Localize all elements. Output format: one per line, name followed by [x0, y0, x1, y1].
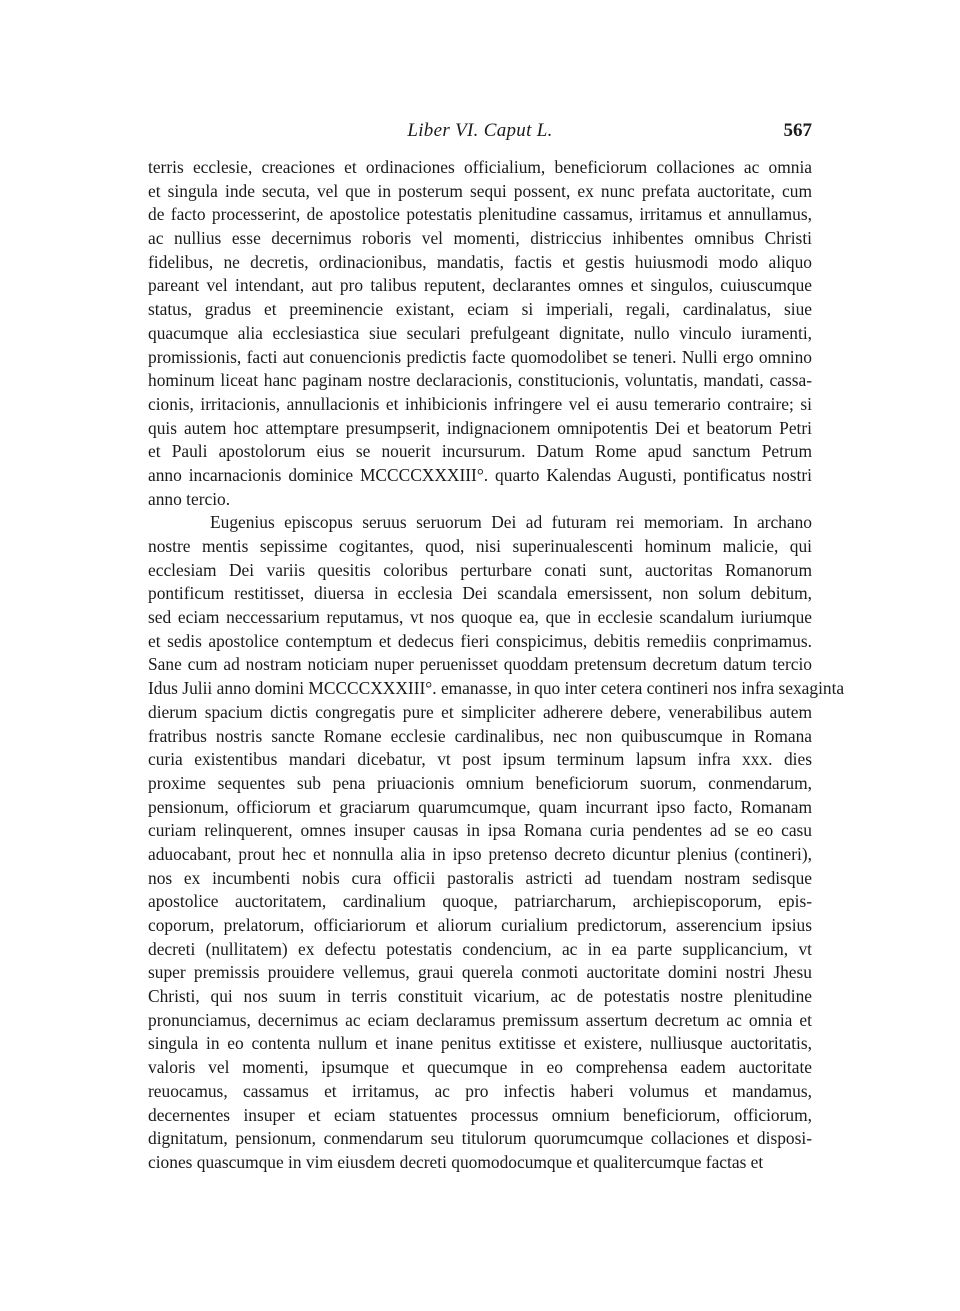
page-number: 567: [783, 120, 812, 141]
running-title: Liber VI. Caput L.: [407, 120, 553, 141]
text-line: nos ex incumbenti nobis cura officii pastoralis astricti ad tuendam nostram sedisque: [148, 867, 812, 888]
text-line: et Pauli apostolorum eius se nouerit incursurum. Datum Rome apud sanctum Petrum: [148, 441, 812, 462]
text-line: pronunciamus, decernimus ac eciam declaramus premissum assertum decretum ac omnia et: [148, 1009, 812, 1030]
text-line: decernentes insuper et eciam statuentes processus omnium beneficiorum, officiorum,: [148, 1104, 812, 1125]
text-line: singula in eo contenta nullum et inane penitus extitisse et existere, nulliusque auctoritatis,: [148, 1033, 812, 1054]
paragraph: [148, 511, 845, 1174]
text-line: decreti (nullitatem) ex defectu potestatis condencium, ac in ea parte supplicancium, vt: [148, 938, 812, 959]
text-line: cionis, irritacionis, annullacionis et inhibicionis infringere vel ei ausu temerario contraire; si: [148, 393, 812, 414]
text-line: proxime sequentes sub pena priuacionis omnium beneficiorum suorum, conmendarum,: [148, 772, 812, 793]
text-line: ac nullius esse decernimus roboris vel momenti, districcius inhibentes omnibus Christi: [148, 228, 812, 249]
text-line: fidelibus, ne decretis, ordinacionibus, mandatis, factis et gestis huiusmodi modo aliquo: [148, 251, 812, 272]
text-line: pontificum restitisset, diuersa in ecclesia Dei scandala emersissent, non solum debitum,: [148, 583, 812, 604]
paragraph: [148, 156, 812, 511]
text-line: apostolice auctoritatem, cardinalium quoque, patriarcharum, archiepiscoporum, epis-: [148, 891, 812, 912]
running-header: [148, 118, 812, 144]
text-line: reuocamus, cassamus et irritamus, ac pro infectis haberi volumus et mandamus,: [148, 1080, 812, 1101]
text-line: terris ecclesie, creaciones et ordinaciones officialium, beneficiorum collaciones ac omnia: [148, 157, 812, 177]
text-line: sed eciam neccessarium reputamus, vt nos quoque ea, que in ecclesie scandalum iuriumque: [148, 607, 812, 628]
text-line: quis autem hoc attemptare presumpserit, indignacionem omnipotentis Dei et beatorum Petri: [148, 417, 812, 438]
text-line: ciones quascumque in vim eiusdem decreti quomodocumque et qualitercumque factas et: [148, 1151, 764, 1172]
text-line: pareant vel intendant, aut pro talibus reputent, declarantes omnes et singulos, cuiuscumque: [148, 275, 812, 296]
body-text: [148, 156, 845, 1175]
text-line: Christi, qui nos suum in terris constituit vicarium, ac de potestatis nostre plenitudine: [148, 986, 812, 1007]
text-line: dierum spacium dictis congregatis pure et simpliciter adherere debere, venerabilibus autem: [148, 701, 812, 722]
text-line: status, gradus et preeminencie existant, eciam si imperiali, regali, cardinalatus, siue: [148, 299, 812, 320]
text-line: Idus Julii anno domini MCCCCXXXIII°. emanasse, in quo inter cetera contineri nos infra sexaginta: [148, 678, 845, 699]
text-line: aduocabant, prout hec et nonnulla alia in ipso pretenso decreto dicuntur plenius (contineri),: [148, 843, 812, 864]
text-line: et sedis apostolice contemptum et dedecus fieri conspicimus, debitis remediis conprimamus.: [148, 630, 812, 651]
text-line: Sane cum ad nostram noticiam nuper peruenisset quoddam pretensum decretum datum tercio: [148, 654, 812, 675]
text-line: pensionum, officiorum et graciarum quarumcumque, quam incurrant ipso facto, Romanam: [148, 796, 812, 817]
text-line: curia existentibus mandari dicebatur, vt post ipsum terminum lapsum infra xxx. dies: [148, 749, 812, 770]
text-line: dignitatum, pensionum, conmendarum seu titulorum quorumcumque collaciones et disposi-: [148, 1128, 812, 1149]
text-line: promissionis, facti aut conuencionis predictis facte quomodolibet se teneri. Nulli ergo omnino: [148, 346, 812, 367]
text-line: Eugenius episcopus seruus seruorum Dei ad futuram rei memoriam. In archano: [210, 512, 812, 533]
text-line: et singula inde secuta, vel que in posterum sequi possent, ex nunc prefata auctoritate, cum: [148, 180, 812, 201]
text-line: coporum, prelatorum, officiariorum et aliorum curialium predictorum, asserencium ipsius: [148, 915, 812, 935]
text-line: fratribus nostris sancte Romane ecclesie cardinalibus, nec non quibuscumque in Romana: [148, 725, 812, 746]
text-line: quacumque alia ecclesiastica siue seculari prefulgeant dignitate, nullo vinculo iuramenti,: [148, 322, 812, 343]
text-line: super premissis prouidere vellemus, graui querela conmoti auctoritate domini nostri Jhesu: [148, 962, 812, 983]
text-line: hominum liceat hanc paginam nostre declaracionis, constitucionis, voluntatis, mandati, cassa-: [148, 370, 812, 391]
text-line: valoris vel momenti, ipsumque et quecumque in eo comprehensa eadem auctoritate: [148, 1057, 812, 1078]
text-line: anno incarnacionis dominice MCCCCXXXIII°. quarto Kalendas Augusti, pontificatus nostri: [148, 464, 812, 485]
text-line: curiam relinquerent, omnes insuper causas in ipsa Romana curia pendentes ad se eo casu: [148, 820, 812, 841]
text-line: ecclesiam Dei variis quesitis coloribus perturbare conati sunt, auctoritas Romanorum: [148, 559, 812, 580]
text-line: anno tercio.: [148, 488, 231, 509]
text-line: de facto processerint, de apostolice potestatis plenitudine cassamus, irritamus et annullamus,: [148, 204, 812, 225]
text-line: nostre mentis sepissime cogitantes, quod, nisi superinualescenti hominum malicie, qui: [148, 536, 812, 556]
